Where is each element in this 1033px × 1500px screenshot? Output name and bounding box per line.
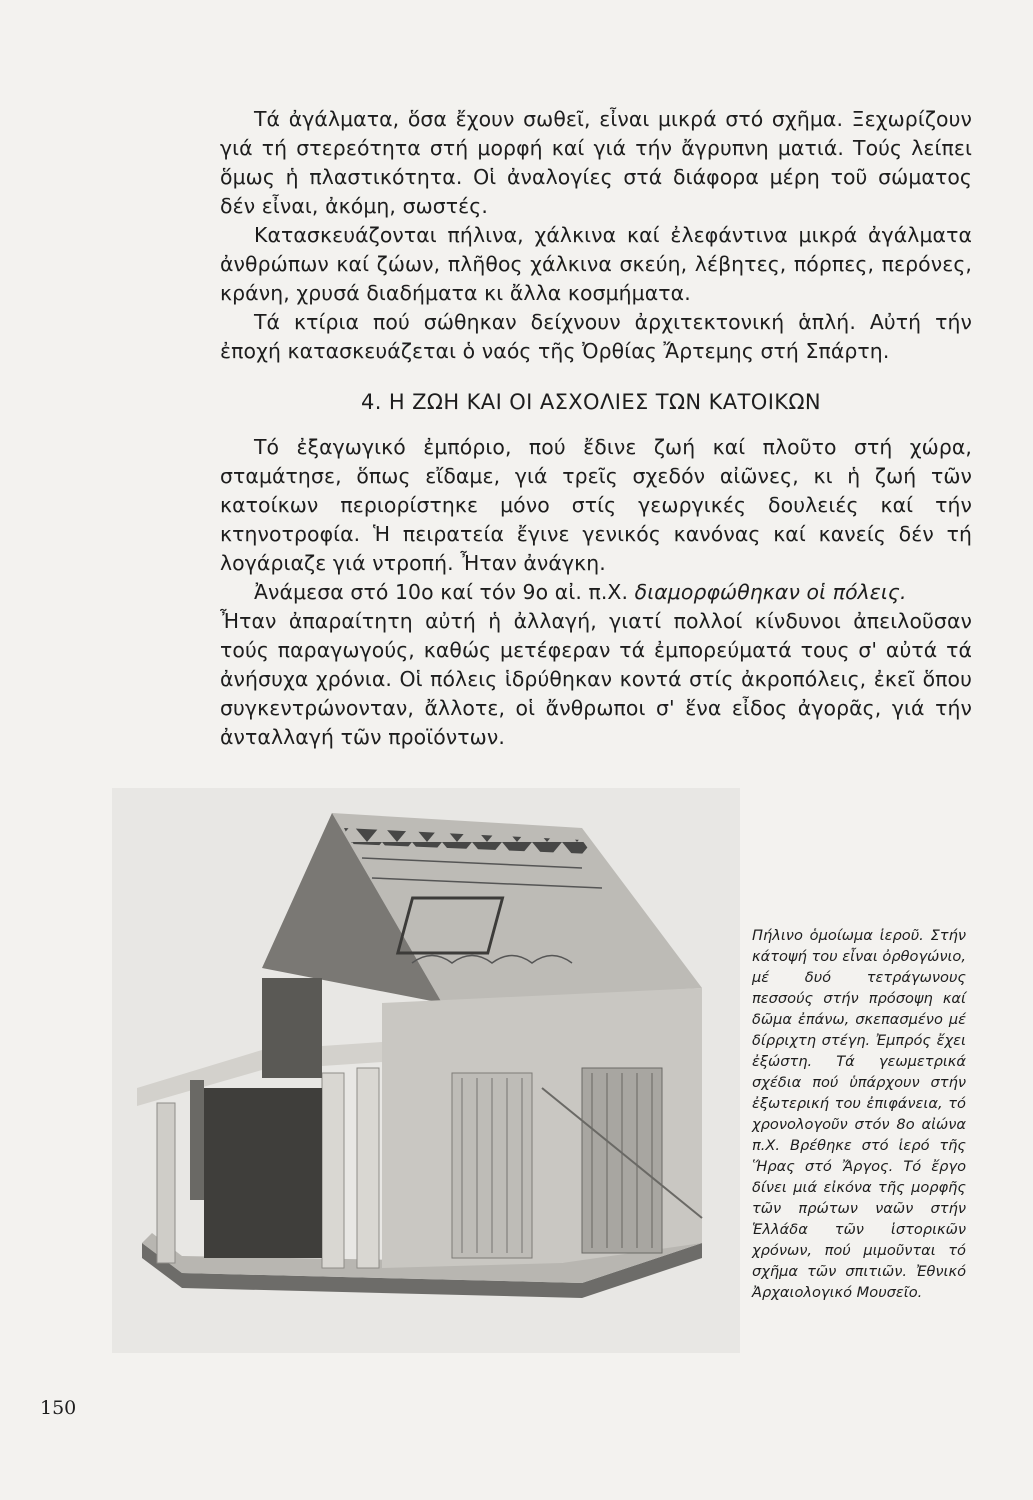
paragraph-buildings: Τά κτίρια πού σώθηκαν δείχνουν ἀρχιτεκτονική ἁπλή. Αὐτή τήν ἐποχή κατασκευάζεται ὁ ναός τῆς Ὀρθίας Ἄρτεμης στή Σπάρτη. (220, 310, 972, 363)
temple-model-photo (112, 788, 740, 1353)
paragraph-cities-formed-italic: διαμορφώθηκαν οἱ πόλεις. (634, 580, 907, 604)
section-heading: 4. Η ΖΩΗ ΚΑΙ ΟΙ ΑΣΧΟΛΙΕΣ ΤΩΝ ΚΑΤΟΙΚΩΝ (360, 390, 822, 414)
paragraph-cities-reason: Ἦταν ἀπαραίτητη αὐτή ἡ ἀλλαγή, γιατί πολλοί κίνδυνοι ἀπειλοῦσαν τούς παραγωγούς, καθώς μετέφεραν τά ἐμπορεύματά τους σ' αὐτά τά ἀνήσυχα χρόνια. Οἱ πόλεις ἱδρύθηκαν κοντά στίς ἀκροπόλεις, ἐκεῖ ὅπου συγκεντρώνονταν, ἄλλοτε, οἱ ἄνθρωποι σ' ἕνα εἶδος ἀγορᾶς, γιά τήν ἀνταλλαγή τῶν προϊόντων. (220, 609, 972, 749)
paragraph-trade: Τό ἐξαγωγικό ἐμπόριο, πού ἔδινε ζωή καί πλοῦτο στή χώρα, σταμάτησε, ὅπως εἴδαμε, γιά τρεῖς σχεδόν αἰῶνες, κι ἡ ζωή τῶν κατοίκων περιορίστηκε μόνο στίς γεωργικές δουλειές καί τήν κτηνοτροφία. Ἡ πειρατεία ἔγινε γενικός κανόνας καί κανείς δέν τή λογάριαζε γιά ντροπή. Ἦταν ἀνάγκη. (220, 435, 972, 575)
paragraph-statues: Τά ἀγάλματα, ὅσα ἔχουν σωθεῖ, εἶναι μικρά στό σχῆμα. Ξεχωρίζουν γιά τή στερεότητα στή μορφή καί γιά τήν ἄγρυπνη ματιά. Τούς λείπει ὅμως ἡ πλαστικότητα. Οἱ ἀναλογίες στά διάφορα μέρη τοῦ σώματος δέν εἶναι, ἀκόμη, σωστές. (220, 107, 972, 218)
page-number: 150 (40, 1397, 77, 1419)
paragraph-crafts: Κατασκευάζονται πήλινα, χάλκινα καί ἐλεφάντινα μικρά ἀγάλματα ἀνθρώπων καί ζώων, πλῆθος χάλκινα σκεύη, λέβητες, πόρπες, περόνες, κράνη, χρυσά διαδήματα κι ἄλλα κοσμήματα. (220, 223, 972, 305)
figure-caption-text: Πήλινο ὁμοίωμα ἱεροῦ. Στήν κάτοψή του εἶναι ὀρθογώνιο, μέ δυό τετράγωνους πεσσούς στήν πρόσοψη καί δῶμα ἐπάνω, σκεπασμένο μέ δίρριχτη στέγη. Ἐμπρός ἔχει ἐξώστη. Τά γεωμετρικά σχέδια πού ὑπάρχουν στήν ἐξωτερική του ἐπιφάνεια, τό χρονολογοῦν στόν 8ο αἰώνα π.Χ. Βρέθηκε στό ἱερό τῆς Ἥρας στό Ἄργος. Τό ἔργο δίνει μιά εἰκόνα τῆς μορφῆς τῶν πρώτων ναῶν στήν Ἑλλάδα τῶν ἱστορικῶν χρόνων, πού μιμοῦνται τό σχῆμα τῶν σπιτιῶν. Ἐθνικό Ἀρχαιολογικό Μουσεῖο. (752, 927, 966, 1301)
paragraph-cities-formed-text: Ἀνάμεσα στό 10ο καί τόν 9ο αἰ. π.Χ. (254, 580, 635, 604)
main-text (220, 105, 972, 752)
paragraph-cities-formed (220, 578, 972, 607)
figure-caption (752, 925, 966, 1303)
temple-model-illustration (112, 788, 740, 1353)
